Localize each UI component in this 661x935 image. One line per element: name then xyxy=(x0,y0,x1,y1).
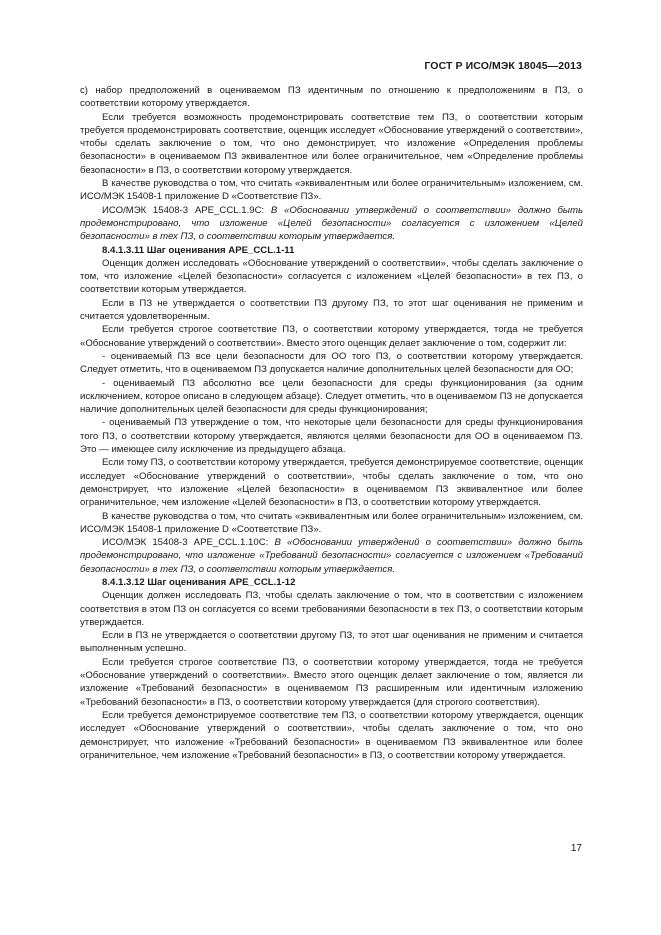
paragraph: В качестве руководства о том, что считать «эквивалентным или более ограничительным» изложением, см. ИСО/МЭК 15408-1 приложение D «Соответствие ПЗ». xyxy=(80,510,583,535)
page-number: 17 xyxy=(570,843,582,854)
paragraph: Если требуется строгое соответствие ПЗ, о соответствии которому утверждается, тогда не требуется «Обоснование утверждений о соответствии». Вместо этого оценщик делает заключение о том, содержит ли: xyxy=(80,324,583,349)
section-heading: 8.4.1.3.12 Шаг оценивания APE_CCL.1-12 xyxy=(102,576,296,588)
list-item: - оцениваемый ПЗ абсолютно все цели безопасности для среды функционирования (за одним исключением, которое описано в следующем абзаце). Следует отметить, что в оцениваемом ПЗ не допускается наличие дополнительных целей безопасности для среды функционирования; xyxy=(80,377,583,416)
paragraph: Если требуется демонстрируемое соответствие тем ПЗ, о соответствии которому утверждается, оценщик исследует «Обоснование утверждений о соответствии», чтобы сделать заключение о том, что оно демонстрирует, что изложение «Требований безопасности» в оцениваемом ПЗ эквивалентное или более ограничительное, чем изложение «Требований безопасности» в ПЗ, о соответствии которому утверждается. xyxy=(80,709,583,761)
standard-reference xyxy=(80,204,583,244)
reference-text: В «Обосновании утверждений о соответствии» должно быть продемонстрировано, что изложение «Целей безопасности» согласуется с изложением «Целей безопасности» в тех ПЗ, о соответствии которым утверждается. xyxy=(80,204,583,243)
paragraph: Если в ПЗ не утверждается о соответствии ПЗ другому ПЗ, то этот шаг оценивания не применим и считается удовлетворенным. xyxy=(80,297,583,323)
paragraph: Если в ПЗ не утверждается о соответствии другому ПЗ, то этот шаг оценивания не применим и считается выполненным успешно. xyxy=(80,630,583,655)
paragraph: Если требуется строгое соответствие ПЗ, о соответствии которому утверждается, тогда не требуется «Обоснование утверждений о соответствии». Вместо этого оценщик делает заключение о том, является ли изложение «Требований безопасности» в оцениваемом ПЗ расширенным или идентичным изложению «Требований безопасности» в ПЗ, о соответствии которому утверждается (для строгого соответствия). xyxy=(80,656,583,708)
paragraph: Если требуется возможность продемонстрировать соответствие тем ПЗ, о соответствии которым требуется продемонстрировать соответствие, оценщик исследует «Обоснование утверждений о соответствии», чтобы сделать заключение о том, что оно демонстрирует, что изложение «Определения проблемы безопасности» в оцениваемом ПЗ эквивалентное или более ограничительное, чем «Определение проблемы безопасности» в ПЗ, о соответствии которому утверждается. xyxy=(80,111,583,176)
section-heading: 8.4.1.3.11 Шаг оценивания APE_CCL.1-11 xyxy=(102,244,295,256)
list-item: - оцениваемый ПЗ все цели безопасности для ОО того ПЗ, о соответствии которому утверждается. Следует отметить, что в оцениваемом ПЗ допускается наличие дополнительных целей безопасности для ОО; xyxy=(80,350,583,376)
document-body xyxy=(80,84,583,762)
paragraph: с) набор предположений в оцениваемом ПЗ идентичным по отношению к предположениям в ПЗ, о соответствии которому утверждается. xyxy=(80,85,583,110)
list-item: - оцениваемый ПЗ утверждение о том, что некоторые цели безопасности для среды функционирования того ПЗ, о соответствии которому утверждается, являются целями безопасности для ОО в оцениваемом ПЗ. Это — имеющее силу исключение из предыдущего абзаца. xyxy=(80,417,583,456)
reference-code: ИСО/МЭК 15408-3 APE_CCL.1.10С: xyxy=(102,537,275,549)
reference-code: ИСО/МЭК 15408-3 APE_CCL.1.9С: xyxy=(102,204,271,216)
paragraph: Оценщик должен исследовать ПЗ, чтобы сделать заключение о том, что в соответствии с изложением соответствия в этом ПЗ он согласуется со всеми требованиями безопасности в тех ПЗ, о соответствии которым утверждается. xyxy=(80,590,583,628)
paragraph: Оценщик должен исследовать «Обоснование утверждений о соответствии», чтобы сделать заключение о том, что изложение «Целей безопасности» согласуется с изложением «Целей безопасности» в тех ПЗ, о соответствии которым утверждается. xyxy=(80,257,583,296)
document-header: ГОСТ Р ИСО/МЭК 18045—2013 xyxy=(424,60,582,72)
standard-reference xyxy=(80,536,583,576)
reference-text: В «Обосновании утверждений о соответствии» должно быть продемонстрировано, что изложение «Требований безопасности» согласуется с изложением «Требований безопасности» в тех ПЗ, о соответствии которым утверждается. xyxy=(80,537,583,575)
paragraph: Если тому ПЗ, о соответствии которому утверждается, требуется демонстрируемое соответствие, оценщик исследует «Обоснование утверждений о соответствии», чтобы сделать заключение о том, что оно демонстрирует, что изложение «Целей безопасности» в оцениваемом ПЗ эквивалентное или более ограничительное, чем изложение «Целей безопасности» в ПЗ, о соответствии которому утверждается. xyxy=(80,457,583,509)
paragraph: В качестве руководства о том, что считать «эквивалентным или более ограничительным» изложением, см. ИСО/МЭК 15408-1 приложение D «Соответствие ПЗ». xyxy=(80,178,583,203)
